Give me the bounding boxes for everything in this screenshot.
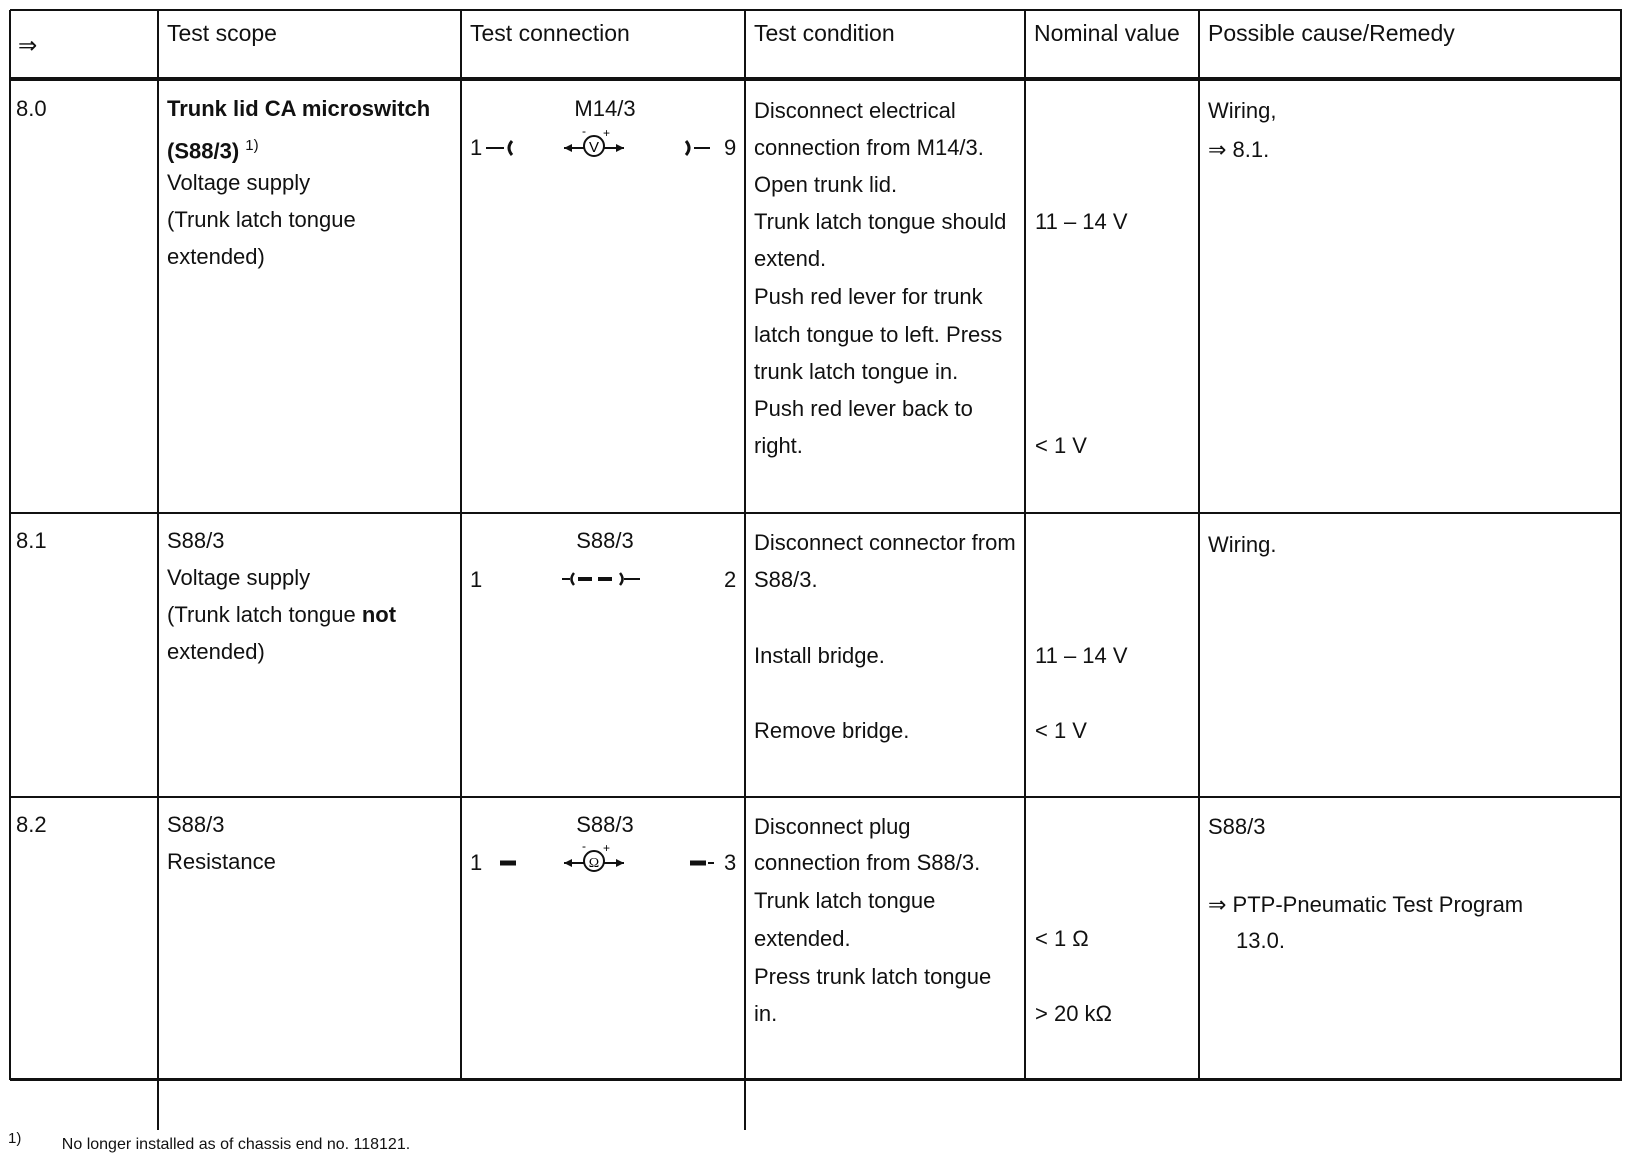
row-8-2-scope-line-1: S88/3: [167, 812, 225, 837]
row-8-2-condition-5: Press trunk latch tongue: [754, 964, 992, 989]
row-8-0-pin-left: 1: [470, 135, 483, 160]
row-8-1-scope-line-2: Voltage supply: [167, 565, 311, 590]
header-test-condition: Test condition: [754, 20, 895, 46]
row-8-1-nominal-1: 11 – 14 V: [1035, 643, 1128, 668]
row-8-2-pin-right: 3: [724, 850, 737, 875]
header-test-connection: Test connection: [470, 20, 630, 46]
table-bottom-border: [10, 1078, 1622, 1081]
footnote-ref: 1): [245, 137, 259, 154]
row-8-1-scope-line-1: S88/3: [167, 528, 225, 553]
row-8-2-nominal-2: > 20 kΩ: [1035, 1001, 1112, 1026]
row-8-0-condition-4: Trunk latch tongue should: [754, 209, 1007, 234]
row-8-0-step: 8.0: [16, 96, 47, 121]
row-8-0-component: M14/3: [574, 96, 636, 121]
row-8-0-scope-line-1: Voltage supply: [167, 170, 311, 195]
row-8-2-condition-4: extended.: [754, 926, 851, 951]
row-8-0-scope-line-2: (Trunk latch tongue: [167, 207, 356, 232]
svg-text:-: -: [582, 128, 586, 138]
col-divider-2: [460, 10, 462, 1080]
row-8-0-condition-7: latch tongue to left. Press: [754, 322, 1003, 347]
row-8-0-scope-line-3: extended): [167, 244, 265, 269]
col-divider-3: [744, 10, 746, 1130]
svg-text:+: +: [603, 128, 611, 140]
row-8-1-scope-not: not: [361, 602, 397, 627]
row-8-1-condition-2: S88/3.: [754, 567, 818, 592]
row-8-1-cause-1: Wiring.: [1208, 532, 1277, 557]
row-8-2-condition-2: connection from S88/3.: [754, 850, 981, 875]
col-divider-4: [1024, 10, 1026, 1080]
row-8-1-scope-line-3-text: (Trunk latch tongue: [167, 602, 356, 627]
row-8-0-scope-title: Trunk lid CA microswitch: [167, 96, 431, 121]
row-8-2-condition-6: in.: [754, 1001, 778, 1026]
row-8-2-condition-3: Trunk latch tongue: [754, 888, 936, 913]
row-divider-8-0: [10, 512, 1622, 514]
ohmmeter-symbol: Ω: [588, 856, 600, 871]
col-divider-1: [157, 10, 159, 1130]
header-arrow: ⇒: [18, 32, 38, 58]
row-8-0-condition-3: Open trunk lid.: [754, 172, 898, 197]
svg-text:+: +: [603, 843, 611, 855]
row-8-2-connection-diagram: [484, 843, 724, 883]
table-right-border: [1620, 10, 1622, 1080]
row-8-2-cause-2[interactable]: ⇒ PTP-Pneumatic Test Program: [1208, 892, 1524, 917]
row-8-1-bridge-diagram: [560, 564, 650, 594]
row-8-0-connection-diagram: [484, 128, 724, 168]
row-8-0-scope-code: (S88/3): [167, 138, 240, 164]
voltmeter-symbol: V: [588, 139, 600, 156]
row-divider-8-1: [10, 796, 1622, 798]
row-8-0-condition-9: Push red lever back to: [754, 396, 973, 421]
row-8-2-scope-line-2: Resistance: [167, 849, 276, 874]
row-8-0-nominal-2: < 1 V: [1035, 433, 1087, 458]
footnote: [8, 1130, 410, 1154]
row-8-2-cause-1: S88/3: [1208, 814, 1266, 839]
row-8-0-condition-10: right.: [754, 433, 803, 458]
footnote-text: No longer installed as of chassis end no. 118121.: [61, 1136, 411, 1154]
row-8-1-step: 8.1: [16, 528, 47, 553]
header-test-scope: Test scope: [167, 20, 277, 46]
row-8-0-condition-5: extend.: [754, 246, 827, 271]
row-8-0-cause-2[interactable]: ⇒ 8.1.: [1208, 137, 1270, 162]
row-8-1-nominal-2: < 1 V: [1035, 718, 1087, 743]
footnote-marker: 1): [8, 1130, 22, 1147]
row-8-0-nominal-1: 11 – 14 V: [1035, 209, 1128, 234]
row-8-0-pin-right: 9: [724, 135, 737, 160]
row-8-2-nominal-1: < 1 Ω: [1035, 926, 1089, 951]
table-left-border: [9, 10, 11, 1080]
row-8-1-condition-4: Remove bridge.: [754, 718, 910, 743]
row-8-0-cause-1: Wiring,: [1208, 98, 1277, 123]
row-8-2-component: S88/3: [576, 812, 634, 837]
row-8-1-condition-3: Install bridge.: [754, 643, 885, 668]
row-8-1-scope-line-4: extended): [167, 639, 265, 664]
header-bottom-border: [10, 77, 1622, 81]
table-top-border: [10, 9, 1622, 11]
row-8-0-condition-8: trunk latch tongue in.: [754, 359, 959, 384]
row-8-1-pin-left: 1: [470, 567, 483, 592]
row-8-2-step: 8.2: [16, 812, 47, 837]
row-8-2-cause-3: 13.0.: [1236, 928, 1285, 953]
header-nominal-value: Nominal value: [1034, 20, 1180, 46]
row-8-2-pin-left: 1: [470, 850, 483, 875]
row-8-0-condition-6: Push red lever for trunk: [754, 284, 983, 309]
row-8-0-condition-2: connection from M14/3.: [754, 135, 984, 160]
header-possible-cause: Possible cause/Remedy: [1208, 20, 1455, 46]
row-8-1-component: S88/3: [576, 528, 634, 553]
row-8-1-condition-1: Disconnect connector from: [754, 530, 1016, 555]
row-8-1-scope-line-3: [167, 595, 396, 634]
svg-text:-: -: [582, 843, 586, 853]
row-8-0-condition-1: Disconnect electrical: [754, 98, 956, 123]
row-8-2-condition-1: Disconnect plug: [754, 814, 911, 839]
col-divider-5: [1198, 10, 1200, 1080]
row-8-1-pin-right: 2: [724, 567, 737, 592]
